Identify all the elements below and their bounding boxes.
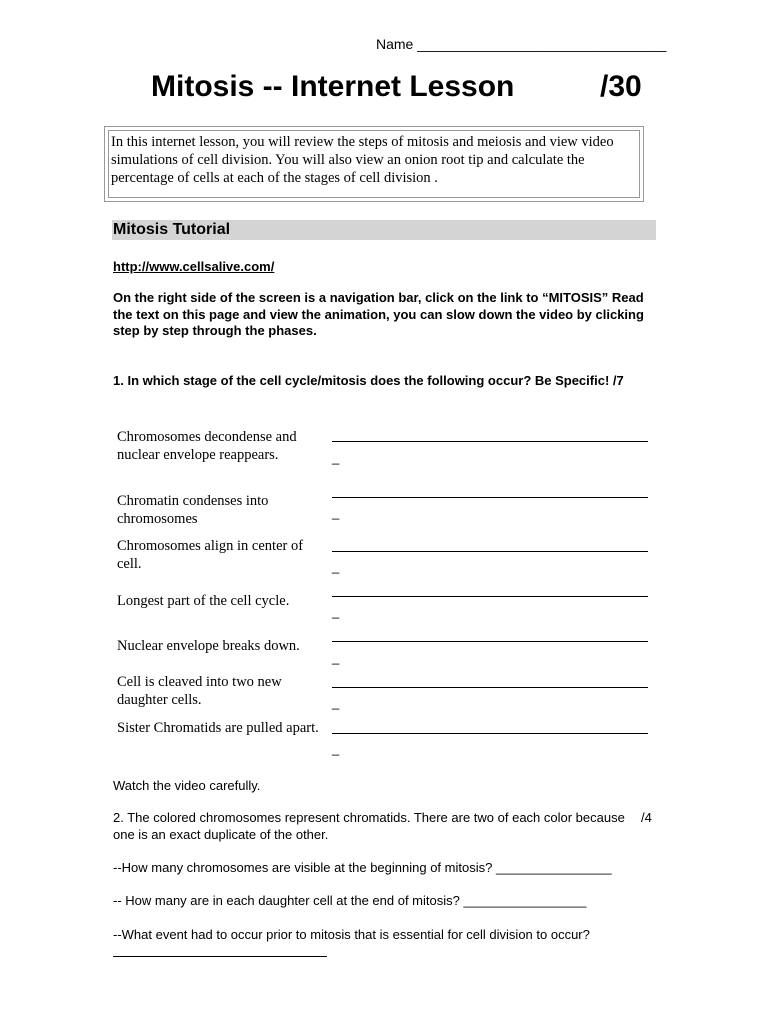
cellsalive-link[interactable]: http://www.cellsalive.com/ [113, 259, 275, 274]
answer-line[interactable] [332, 596, 648, 597]
total-score: /30 [600, 70, 642, 103]
q1-row-label: Chromosomes decondense and nuclear envelope reappears. [117, 429, 297, 463]
answer-line-tail: _ [332, 650, 340, 665]
answer-line[interactable] [332, 497, 648, 498]
answer-line-tail: _ [332, 559, 340, 574]
watch-instruction: Watch the video carefully. [113, 778, 261, 793]
answer-line[interactable] [332, 641, 648, 642]
question-2c [113, 927, 653, 961]
question-2b: -- How many are in each daughter cell at the end of mitosis? _________________ [113, 893, 587, 908]
section-title: Mitosis Tutorial [113, 221, 231, 238]
answer-line[interactable] [113, 944, 327, 957]
q1-row-label: Longest part of the cell cycle. [117, 593, 290, 609]
question-2-points: /4 [641, 810, 652, 825]
answer-line[interactable] [332, 733, 648, 734]
q1-row-label: Sister Chromatids are pulled apart. [117, 720, 319, 736]
answer-line-tail: _ [332, 695, 340, 710]
q1-row-label: Chromatin condenses into chromosomes [117, 493, 269, 527]
answer-line-tail: _ [332, 741, 340, 756]
page-title: Mitosis -- Internet Lesson [151, 70, 515, 103]
question-2-text: 2. The colored chromosomes represent chromatids. There are two of each color because one is an exact duplicate of the other. [113, 810, 625, 842]
answer-line[interactable] [332, 441, 648, 442]
question-2a: --How many chromosomes are visible at the beginning of mitosis? ________________ [113, 860, 612, 875]
name-field-label: Name ________________________________ [376, 36, 667, 52]
answer-line[interactable] [332, 551, 648, 552]
q1-row-label: Chromosomes align in center of cell. [117, 538, 304, 572]
q1-row-label: Cell is cleaved into two new daughter cells. [117, 674, 282, 708]
question-2c-text: --What event had to occur prior to mitosis that is essential for cell division to occur? [113, 927, 590, 942]
intro-text: In this internet lesson, you will review the steps of mitosis and meiosis and view video simulations of cell division. You will also view an onion root tip and calculate the percentage of cells at each of the stages of cell division . [111, 134, 614, 186]
answer-line-tail: _ [332, 505, 340, 520]
navigation-instructions: On the right side of the screen is a navigation bar, click on the link to “MITOSIS” Read the text on this page and view the animation, you can slow down the video by clicking step by step through the phases. [113, 290, 644, 338]
question-1-text: 1. In which stage of the cell cycle/mitosis does the following occur? Be Specific! /7 [113, 373, 624, 388]
section-header-bar [112, 220, 656, 240]
answer-line[interactable] [332, 687, 648, 688]
answer-line-tail: _ [332, 450, 340, 465]
q1-row-label: Nuclear envelope breaks down. [117, 638, 300, 654]
intro-box [104, 126, 644, 202]
answer-line-tail: _ [332, 604, 340, 619]
